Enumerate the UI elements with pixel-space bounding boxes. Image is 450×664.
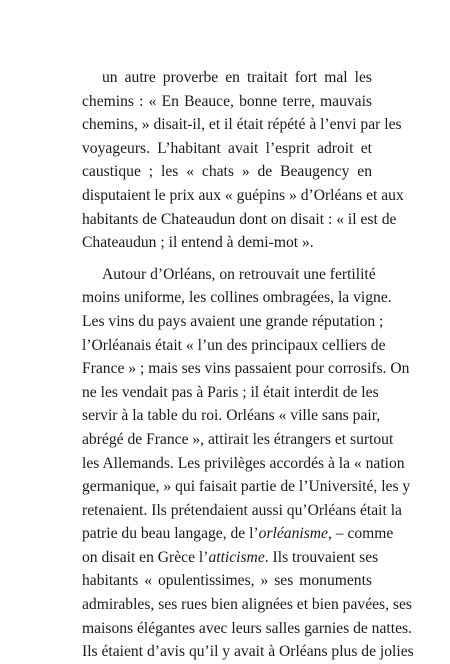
text-line: Chateaudun ; il entend à demi-mot ». <box>82 234 314 252</box>
text-line: admirables, ses rues bien alignées et bien pavées, ses <box>82 596 412 614</box>
text-line: un autre proverbe en traitait fort mal les <box>102 69 372 86</box>
text-line: France » ; mais ses vins passaient pour corrosifs. On <box>82 360 410 378</box>
text-line: disputaient le prix aux « guépins » d’Orléans et aux <box>82 186 404 204</box>
text-segment: . Ils trouvaient ses <box>264 548 379 566</box>
text-line: abrégé de France », attirait les étrangers et surtout <box>82 430 394 448</box>
text-line <box>82 546 379 570</box>
text-line: germanique, » qui faisait partie de l’Université, les y <box>82 478 411 496</box>
text-line: voyageurs. L’habitant avait l’esprit adroit et <box>82 139 372 157</box>
text-line: l’Orléanais était « l’un des principaux celliers de <box>82 336 386 354</box>
paragraph-1 <box>82 66 404 255</box>
text-line: servir à la table du roi. Orléans « ville sans pair, <box>82 407 381 425</box>
italic-word: orléanisme <box>258 525 328 543</box>
text-line: chemins : « En Beauce, bonne terre, mauvais <box>82 92 372 110</box>
text-line: caustique ; les « chats » de Beaugency en <box>82 163 372 181</box>
text-line: les Allemands. Les privilèges accordés à la « nation <box>82 454 405 472</box>
text-segment: on disait en Grèce l’ <box>82 548 209 566</box>
text-line: habitants « opulentissimes, » ses monuments <box>82 572 372 590</box>
text-line: retenaient. Ils prétendaient aussi qu’Orléans était la <box>82 501 402 519</box>
text-line: moins uniforme, les collines ombragées, la vigne. <box>82 289 392 307</box>
text-line <box>82 522 394 546</box>
body-text <box>82 66 414 664</box>
text-segment: patrie du beau langage, de l’ <box>82 525 259 543</box>
text-line: habitants de Chateaudun dont on disait : « il est de <box>82 210 397 228</box>
text-line: Autour d’Orléans, on retrouvait une fertilité <box>102 265 376 283</box>
text-line: maisons élégantes avec leurs salles garnies de nattes. <box>82 619 412 637</box>
text-line: ne les vendait pas à Paris ; il était interdit de les <box>82 383 379 401</box>
text-line: Ils étaient d’avis qu’il y avait à Orléans plus de jolies <box>82 643 414 661</box>
text-line: chemins, » disait-il, et il était répété à l’envi par les <box>82 116 402 134</box>
italic-word: atticisme <box>208 548 265 566</box>
text-segment: , – comme <box>327 525 394 543</box>
paragraph-2 <box>82 263 414 664</box>
text-line: Les vins du pays avaient une grande réputation ; <box>82 312 384 330</box>
